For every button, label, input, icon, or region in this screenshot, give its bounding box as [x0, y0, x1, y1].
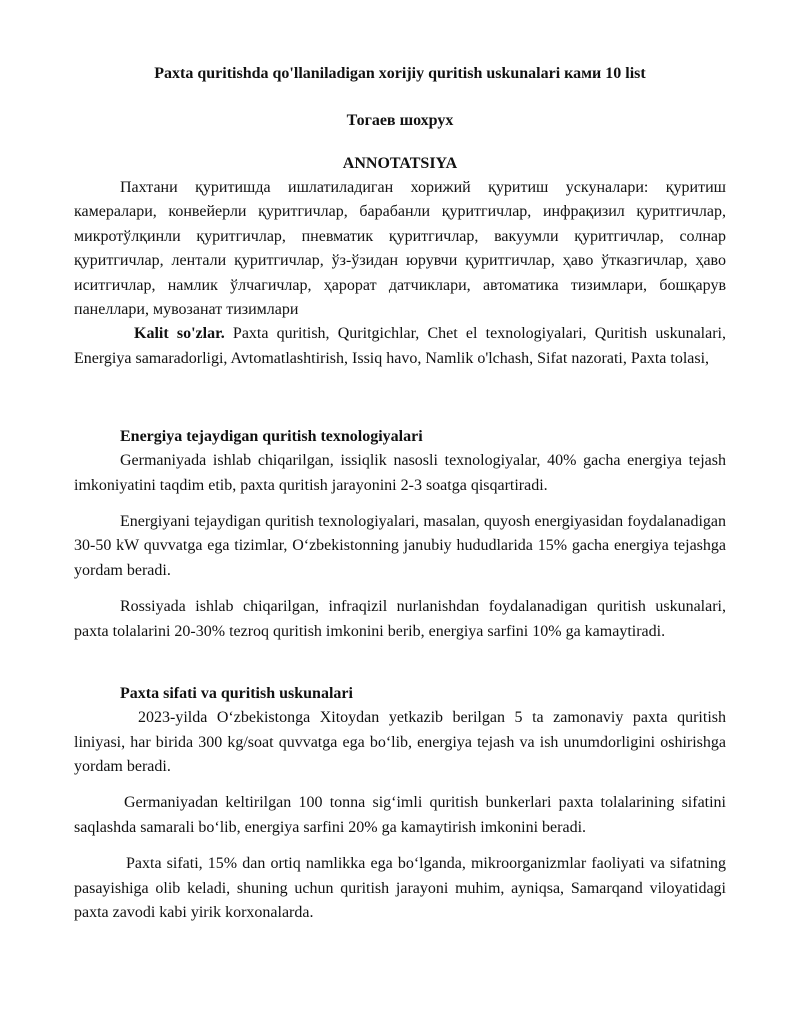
author-name: Тогаев шохрух: [346, 112, 454, 129]
document-title: Paxta quritishda qo'llaniladigan xorijiy quritish uskunalari ками 10 list: [154, 65, 646, 82]
keywords-text: Paxta quritish, Quritgichlar, Chet el texnologiyalari, Quritish uskunalari, Energiya samaradorligi, Avtomatlashtirish, Issiq havo, Namlik o'lchash, Sifat nazorati, Paxta tolasi,: [74, 325, 726, 367]
section2-heading: Paxta sifati va quritish uskunalari: [120, 685, 353, 703]
section2-paragraph-1: 2023-yilda O‘zbekistonga Xitoydan yetkazib berilgan 5 ta zamonaviy paxta quritish liniyasi, har birida 300 kg/soat quvvatga ega bo‘lib, energiya tejash va ish unumdorligini oshirishga yordam beradi.: [74, 709, 726, 775]
section1-paragraph-1: Germaniyada ishlab chiqarilgan, issiqlik nasosli texnologiyalar, 40% gacha energiya tejash imkoniyatini taqdim etib, paxta quritish jarayonini 2-3 soatga qisqartiradi.: [74, 452, 726, 494]
section2-paragraph-2: Germaniyadan keltirilgan 100 tonna sig‘imli quritish bunkerlari paxta tolalarining sifatini saqlashda samarali bo‘lib, energiya sarfini 20% ga kamaytirish imkonini beradi.: [74, 794, 726, 836]
section1-heading: Energiya tejaydigan quritish texnologiyalari: [120, 428, 423, 446]
section2-paragraph-3: Paxta sifati, 15% dan ortiq namlikka ega bo‘lganda, mikroorganizmlar faoliyati va sifatning pasayishiga olib keladi, shuning uchun quritish jarayoni muhim, ayniqsa, Samarqand viloyatidagi paxta zavodi kabi yirik korxonalarda.: [74, 855, 726, 921]
annotation-heading: ANNOTATSIYA: [342, 155, 458, 172]
annotation-text: Пахтани қуритишда ишлатиладиган хорижий қуритиш ускуналари: қуритиш камералари, конвейерли қуритгичлар, барабанли қуритгичлар, инфрақизил қуритгичлар, микротўлқинли қуритгичлар, пневматик қуритгичлар, вакуумли қуритгичлар, солнар қуритгичлар, лентали қуритгичлар, ўз-ўзидан юрувчи қуритгичлар, ҳаво ўтказгичлар, ҳаво иситгичлар, намлик ўлчагичлар, ҳарорат датчиклари, автоматика тизимлари, бошқарув панеллари, мувозанат тизимлари: [74, 179, 726, 319]
keywords-label: Kalit so'zlar.: [134, 325, 225, 343]
section1-paragraph-2: Energiyani tejaydigan quritish texnologiyalari, masalan, quyosh energiyasidan foydalanadigan 30-50 kW quvvatga ega tizimlar, O‘zbekistonning janubiy hududlarida 15% gacha energiya tejashga yordam beradi.: [74, 513, 726, 579]
keywords-paragraph: [74, 322, 726, 371]
section1-paragraph-3: Rossiyada ishlab chiqarilgan, infraqizil nurlanishdan foydalanadigan quritish uskunalari, paxta tolalarini 20-30% tezroq quritish imkonini berib, energiya sarfini 10% ga kamaytiradi.: [74, 598, 726, 640]
